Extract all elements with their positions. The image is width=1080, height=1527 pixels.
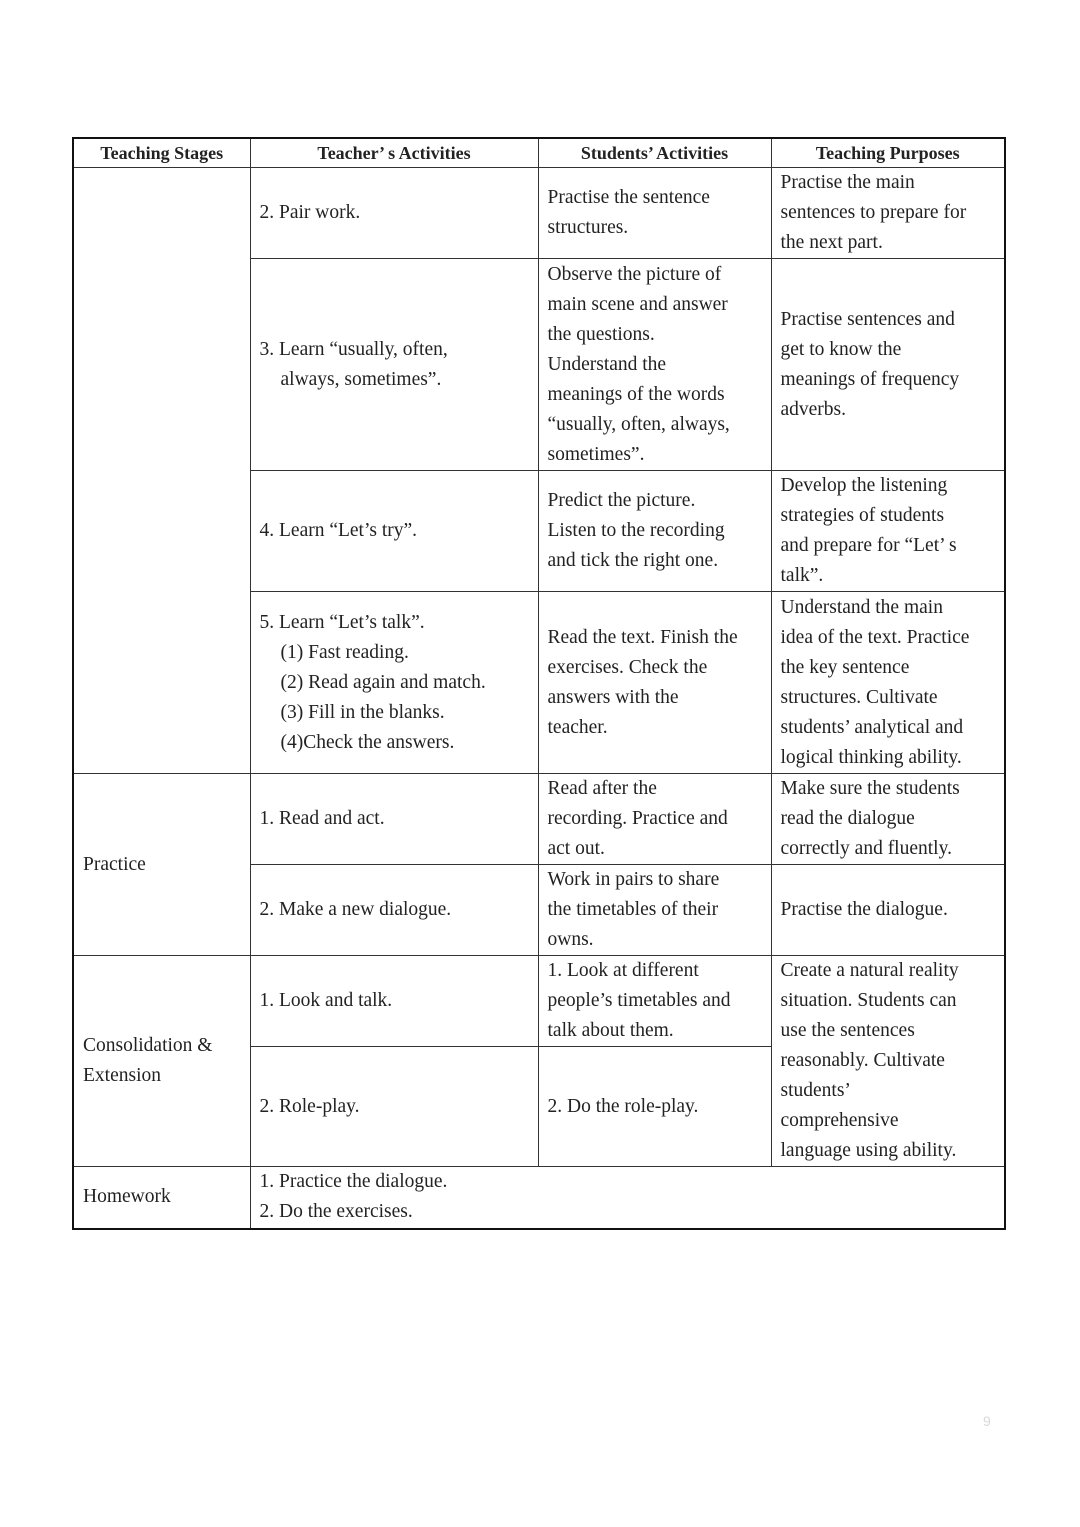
teacher-activity-cell: [250, 168, 538, 259]
text-line: 2. Do the role-play.: [547, 1095, 699, 1117]
header-teaching-stages: Teaching Stages: [73, 138, 250, 168]
text-line: reasonably. Cultivate: [780, 1050, 945, 1071]
text-line: always, sometimes”.: [280, 368, 442, 390]
student-activity-cell: [538, 865, 771, 956]
text-line: Practise the dialogue.: [780, 899, 948, 920]
teacher-activity-cell: [250, 1047, 538, 1167]
text-line: the timetables of their: [547, 899, 719, 920]
student-activity-cell: [538, 259, 771, 471]
table-row: [73, 1167, 1005, 1229]
table-row: [73, 956, 1005, 1047]
teaching-purpose-cell: [771, 865, 1005, 956]
text-line: Practise the main: [780, 172, 915, 193]
table-row: [73, 774, 1005, 865]
stage-label: Homework: [83, 1186, 171, 1208]
text-line: and prepare for “Let’ s: [780, 535, 957, 556]
text-line: 3. Learn “usually, often,: [259, 338, 448, 360]
text-line: 1. Read and act.: [259, 808, 385, 829]
stage-cell-practice: [73, 774, 250, 956]
text-line: (4)Check the answers.: [280, 731, 455, 753]
teacher-activity-cell: [250, 592, 538, 774]
text-line: Create a natural reality: [780, 960, 959, 981]
teacher-activity-cell: [250, 956, 538, 1047]
text-line: teacher.: [547, 716, 608, 738]
text-line: Read the text. Finish the: [547, 626, 738, 648]
stage-label: Extension: [83, 1065, 161, 1086]
stage-label: Consolidation &: [83, 1035, 213, 1056]
text-line: talk about them.: [547, 1020, 674, 1041]
text-line: sometimes”.: [547, 443, 645, 465]
text-line: 5. Learn “Let’s talk”.: [259, 611, 425, 633]
text-line: 2. Make a new dialogue.: [259, 899, 452, 920]
text-line: sentences to prepare for: [780, 202, 967, 223]
text-line: adverbs.: [780, 398, 847, 420]
text-line: Understand the: [547, 353, 667, 375]
text-line: Predict the picture.: [547, 490, 696, 511]
text-line: structures.: [547, 217, 629, 238]
text-line: Observe the picture of: [547, 263, 722, 285]
text-line: exercises. Check the: [547, 656, 708, 678]
text-line: meanings of frequency: [780, 368, 960, 390]
text-line: 2. Pair work.: [259, 202, 361, 223]
teaching-purpose-cell: [771, 774, 1005, 865]
stage-cell-continued: [73, 168, 250, 774]
text-line: Work in pairs to share: [547, 869, 720, 890]
text-line: 1. Look at different: [547, 960, 699, 981]
student-activity-cell: [538, 1047, 771, 1167]
student-activity-cell: [538, 774, 771, 865]
teacher-activity-cell: [250, 865, 538, 956]
text-line: students’ analytical and: [780, 716, 964, 738]
text-line: (3) Fill in the blanks.: [280, 701, 445, 723]
text-line: recording. Practice and: [547, 808, 728, 829]
text-line: correctly and fluently.: [780, 838, 952, 859]
text-line: people’s timetables and: [547, 990, 731, 1011]
stage-label: Practice: [83, 853, 146, 875]
text-line: 1. Practice the dialogue.: [259, 1171, 448, 1193]
stage-cell-homework: [73, 1167, 250, 1229]
text-line: language using ability.: [780, 1140, 957, 1161]
teaching-purpose-cell: [771, 259, 1005, 471]
teacher-activity-cell: [250, 774, 538, 865]
page-number: 9: [983, 1413, 991, 1429]
text-line: owns.: [547, 929, 594, 950]
text-line: 2. Do the exercises.: [259, 1201, 413, 1223]
text-line: “usually, often, always,: [547, 413, 730, 435]
lesson-plan-table: [72, 137, 1006, 1230]
text-line: (2) Read again and match.: [280, 671, 486, 693]
text-line: Read after the: [547, 778, 657, 799]
text-line: 2. Role-play.: [259, 1095, 360, 1117]
student-activity-cell: [538, 956, 771, 1047]
text-line: Develop the listening: [780, 475, 948, 496]
text-line: the key sentence: [780, 656, 910, 678]
teacher-activity-cell: [250, 471, 538, 592]
text-line: Practise the sentence: [547, 187, 710, 208]
text-line: main scene and answer: [547, 293, 728, 315]
text-line: comprehensive: [780, 1110, 899, 1131]
text-line: structures. Cultivate: [780, 686, 938, 708]
homework-cell: [250, 1167, 1005, 1229]
text-line: idea of the text. Practice: [780, 626, 970, 648]
student-activity-cell: [538, 592, 771, 774]
teaching-purpose-cell: [771, 592, 1005, 774]
text-line: Practise sentences and: [780, 308, 955, 330]
text-line: the questions.: [547, 323, 655, 345]
text-line: and tick the right one.: [547, 550, 719, 571]
header-teachers-activities: Teacher’ s Activities: [250, 138, 538, 168]
text-line: get to know the: [780, 338, 902, 360]
teaching-purpose-cell: [771, 168, 1005, 259]
header-students-activities: Students’ Activities: [538, 138, 771, 168]
text-line: strategies of students: [780, 505, 945, 526]
header-row: [73, 138, 1005, 168]
teaching-purpose-cell: [771, 471, 1005, 592]
text-line: act out.: [547, 838, 605, 859]
text-line: 1. Look and talk.: [259, 990, 393, 1011]
text-line: Make sure the students: [780, 778, 960, 799]
text-line: meanings of the words: [547, 383, 725, 405]
teaching-purpose-cell: [771, 956, 1005, 1167]
header-teaching-purposes: Teaching Purposes: [771, 138, 1005, 168]
student-activity-cell: [538, 168, 771, 259]
text-line: talk”.: [780, 565, 824, 586]
table-row: [73, 168, 1005, 259]
text-line: Listen to the recording: [547, 520, 725, 541]
student-activity-cell: [538, 471, 771, 592]
text-line: the next part.: [780, 232, 883, 253]
text-line: read the dialogue: [780, 808, 915, 829]
teacher-activity-cell: [250, 259, 538, 471]
text-line: logical thinking ability.: [780, 746, 962, 768]
text-line: 4. Learn “Let’s try”.: [259, 520, 418, 541]
stage-cell-consolidation: [73, 956, 250, 1167]
text-line: Understand the main: [780, 596, 943, 618]
text-line: situation. Students can: [780, 990, 957, 1011]
text-line: answers with the: [547, 686, 679, 708]
text-line: (1) Fast reading.: [280, 641, 409, 663]
text-line: students’: [780, 1080, 851, 1101]
text-line: use the sentences: [780, 1020, 915, 1041]
